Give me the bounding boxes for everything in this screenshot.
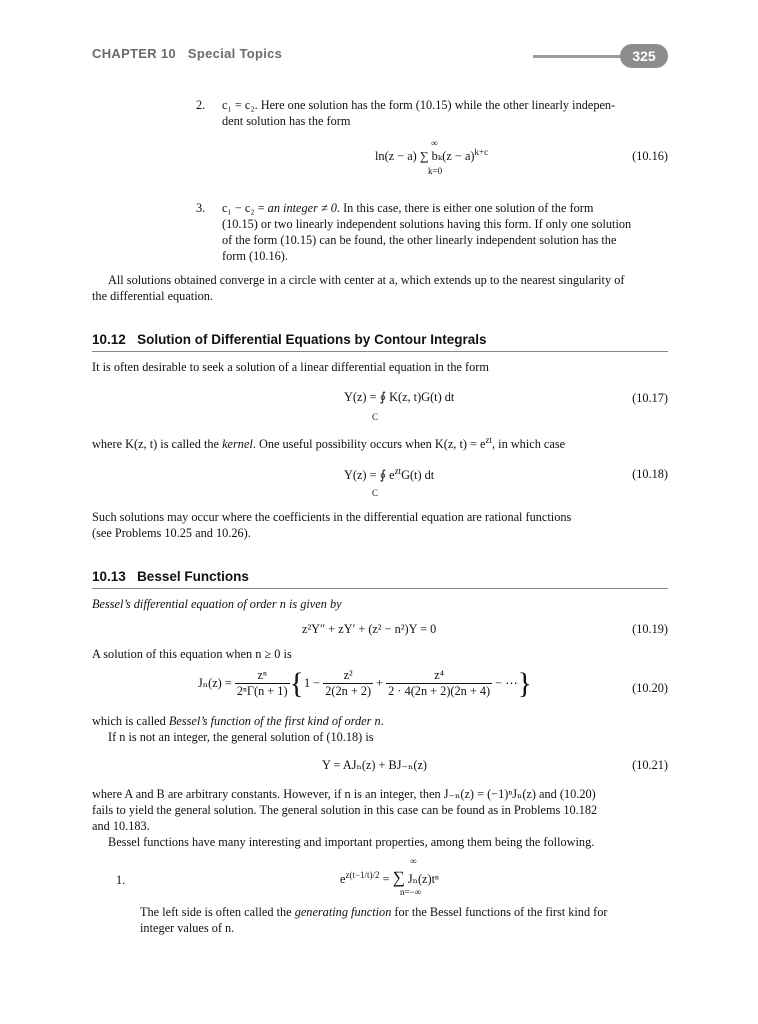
eq-1018: Y(z) = ∮ $e^{zt}G(t)$ dt — [344, 466, 435, 483]
convergence-paragraph — [92, 272, 668, 304]
bessel-intro: Bessel’s differential equation of order n is given by — [92, 597, 342, 611]
property-1-number: 1. — [116, 873, 126, 887]
item-2-number: 2. — [196, 98, 206, 112]
item-3-line-4: form (10.16). — [222, 249, 288, 263]
eq-1018-number: (10.18) — [632, 467, 668, 481]
eq-1020-open-brace: { — [289, 666, 304, 700]
such-line-1: Such solutions may occur where the coefficients in the differential equation are rational functions — [92, 510, 572, 524]
page-number: 325 — [620, 44, 668, 68]
such-line-2: (see Problems 10.25 and 10.26). — [92, 526, 251, 540]
section-1013-heading — [92, 569, 249, 584]
not-integer-line: If n is not an integer, the general solution of (10.18) is — [108, 730, 374, 744]
eq-1020-fraction-2: $\frac{\text{z²}}{2(2n + 2)}$ — [325, 668, 372, 698]
item-2-line-2: dent solution has the form — [222, 114, 351, 128]
running-header — [92, 46, 282, 61]
eq-1018-contour: C — [372, 488, 379, 498]
chapter-topic: Special Topics — [187, 46, 283, 61]
section-1012-number: 10.12 — [92, 332, 126, 347]
section-1013-number: 10.13 — [92, 569, 126, 584]
eq-1016 — [375, 147, 488, 164]
eq-1020-fraction-1: $\frac{\text{zⁿ}}{\text{2ⁿΓ(n + 1)}}$ — [236, 668, 288, 698]
item-3-number: 3. — [196, 201, 206, 215]
item-3-line-1: c₁ − c₂ = an integer ≠ 0. In this case, there is either one solution of the form — [222, 201, 594, 215]
left-side-line-1: The left side is often called the generating function for the Bessel functions of the first kind for — [140, 905, 608, 919]
generating-function-eq: $e^{z(t-1/t)/2}$ = ∑ Jₙ(z)tⁿ — [340, 868, 439, 887]
solution-sentence: A solution of this equation when n ≥ 0 is — [92, 647, 292, 661]
convergence-line-1: All solutions obtained converge in a circle with center at a, which extends up to the nearest singularity of — [108, 273, 625, 287]
section-1012-rule — [92, 351, 668, 352]
section-1012-intro: It is often desirable to seek a solution of a linear differential equation in the form — [92, 360, 489, 374]
arbitrary-constants-paragraph — [92, 786, 668, 850]
called-sentence — [92, 713, 668, 745]
eq-1017-number: (10.17) — [632, 391, 668, 405]
eq-1016-sum-bottom: k=0 — [428, 166, 443, 176]
item-3-text — [222, 200, 668, 264]
eq-1016-sum-top: ∞ — [431, 138, 438, 148]
eq-1021-number: (10.21) — [632, 758, 668, 772]
eq-1019-number: (10.19) — [632, 622, 668, 636]
section-1012-title: Solution of Differential Equations by Contour Integrals — [137, 332, 487, 347]
where-line-2: fails to yield the general solution. The general solution in this case can be found as in Problems 10.182 — [92, 803, 598, 817]
properties-line: Bessel functions have many interesting and important properties, among them being the following. — [108, 835, 595, 849]
eq-1016-body: ln(z − a) ∑ bₖ(z − a) — [375, 149, 475, 164]
eq-1020-fraction-3: $\frac{\text{z⁴}}{2 \cdot 4(2n + 2)(2n + 4)}$ — [388, 668, 491, 698]
such-solutions-paragraph — [92, 509, 668, 541]
eq-1019: z²Y″ + zY′ + (z² − n²)Y = 0 — [302, 622, 437, 636]
left-side-line-2: integer values of n. — [140, 921, 235, 935]
kernel-sentence: where K(z, t) is called the kernel. One useful possibility occurs when K(z, $t) = e^{zt}$, in which case — [92, 435, 566, 452]
item-3-line-2: (10.15) or two linearly independent solutions having this form. If only one solution — [222, 217, 632, 231]
eq-1020: Jₙ(z) = $\frac{\text{zⁿ}}{\text{2ⁿΓ(n + 1)}}$ { 1 − $\frac{\text{z²}}{2(2n + 2)}$ + $\frac{\text{z⁴}}{2 \cdot 4(2n + 2)(2n + 4)}$ − ⋯ } — [198, 666, 532, 700]
called-line: which is called Bessel’s function of the first kind of order n. — [92, 714, 384, 728]
eq-1017-contour: C — [372, 412, 379, 422]
section-1013-title: Bessel Functions — [137, 569, 249, 584]
convergence-line-2: the differential equation. — [92, 289, 213, 303]
eq-1021: Y = AJₙ(z) + BJ₋ₙ(z) — [322, 758, 427, 772]
item-3-line-3: of the form (10.15) can be found, the other linearly independent solution has the — [222, 233, 617, 247]
eq-1020-number: (10.20) — [632, 681, 668, 695]
generating-function-paragraph — [140, 904, 668, 936]
gen-sum-top: ∞ — [410, 856, 417, 866]
eq-1016-number: (10.16) — [632, 149, 668, 163]
where-line-1: where A and B are arbitrary constants. However, if n is an integer, then J₋ₙ(z) = (−1)ⁿJₙ(z) and (10.20) — [92, 787, 596, 801]
eq-1017: Y(z) = ∮ K(z, t)G(t) dt — [344, 390, 455, 404]
section-1013-rule — [92, 588, 668, 589]
chapter-label: CHAPTER 10 — [92, 46, 176, 61]
gen-sum-bottom: n=−∞ — [400, 887, 422, 897]
eq-1020-lhs: Jₙ(z) = — [198, 676, 232, 690]
item-2-line-1: c₁ = c₂. Here one solution has the form (10.15) while the other linearly indepen- — [222, 98, 616, 112]
eq-1016-exponent: k+c — [474, 147, 489, 157]
where-line-3: and 10.183. — [92, 819, 150, 833]
section-1012-heading — [92, 332, 487, 347]
eq-1020-close-brace: } — [517, 666, 532, 700]
item-2-text — [222, 97, 668, 129]
